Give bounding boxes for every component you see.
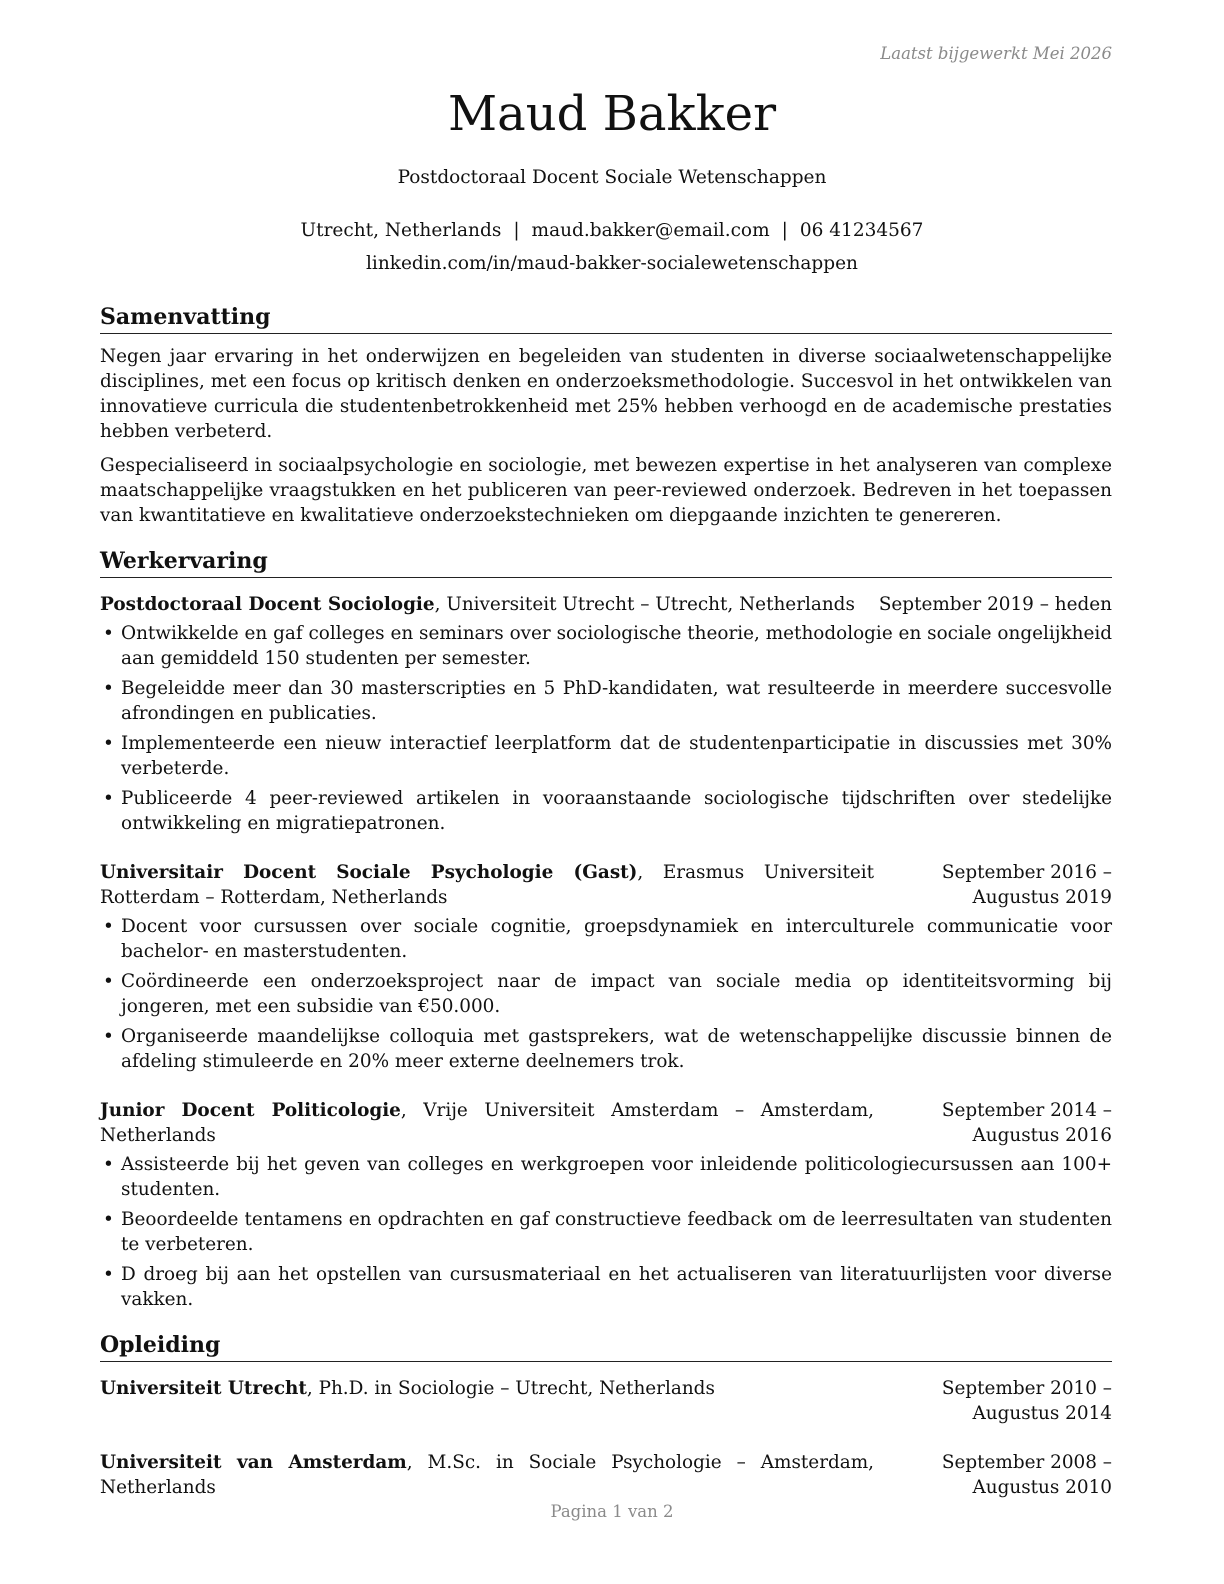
separator: | xyxy=(781,220,788,241)
candidate-name: Maud Bakker xyxy=(447,86,777,142)
job-org: , Vrije Universiteit Amsterdam – Amsterdam, Netherlands xyxy=(100,1100,874,1146)
list-item: • Publiceerde 4 peer-reviewed artikelen in vooraanstaande sociologische tijdschriften over stedelijke ontwikkeling en migratiepatronen. xyxy=(100,786,1112,836)
education-section xyxy=(100,1330,1112,1500)
list-item: • Ontwikkelde en gaf colleges en seminars over sociologische theorie, methodologie en sociale ongelijkheid aan gemiddeld 150 studenten per semester. xyxy=(100,621,1112,671)
list-item: • Organiseerde maandelijkse colloquia met gastsprekers, wat de wetenschappelijke discussie binnen de afdeling stimuleerde en 20% meer externe deelnemers trok. xyxy=(100,1024,1112,1074)
page-number: Pagina 1 van 2 xyxy=(550,1502,674,1521)
job-title: Postdoctoraal Docent Sociale Wetenschappen xyxy=(397,167,827,188)
list-item: • Assisteerde bij het geven van colleges en werkgroepen voor inleidende politicologiecursussen aan 100+ studenten. xyxy=(100,1152,1112,1202)
school-name: Universiteit van Amsterdam xyxy=(100,1452,407,1473)
education-dates: September 2008 – Augustus 2010 xyxy=(941,1452,1112,1498)
list-item: • Coördineerde een onderzoeksproject naar de impact van sociale media op identiteitsvorming bij jongeren, met een subsidie van €50.000. xyxy=(100,969,1112,1019)
job-bullets xyxy=(100,1152,1112,1312)
job-bullets xyxy=(100,914,1112,1074)
email-link[interactable]: maud.bakker@email.com xyxy=(531,220,770,241)
job-dates: September 2016 – Augustus 2019 xyxy=(941,862,1112,908)
summary-paragraph: Gespecialiseerd in sociaalpsychologie en sociologie, met bewezen expertise in het analyseren van complexe maatschappelijke vraagstukken en het publiceren van peer-reviewed onderzoek. Bedreven in het toepassen van kwantitatieve en kwalitatieve onderzoekstechnieken om diepgaande inzichten te genereren. xyxy=(100,455,1112,526)
job-role: Universitair Docent Sociale Psychologie (Gast) xyxy=(100,862,638,883)
job-org: , Erasmus Universiteit Rotterdam – Rotterdam, Netherlands xyxy=(100,862,874,908)
separator: | xyxy=(513,220,520,241)
education-dates: September 2010 – Augustus 2014 xyxy=(941,1378,1112,1424)
degree: , Ph.D. in Sociologie – Utrecht, Netherlands xyxy=(306,1378,715,1399)
contact-line xyxy=(0,220,1224,241)
job-bullets xyxy=(100,621,1112,836)
job-role: Junior Docent Politicologie xyxy=(100,1100,401,1121)
job-org: , Universiteit Utrecht – Utrecht, Netherlands xyxy=(434,594,855,615)
job-role: Postdoctoraal Docent Sociologie xyxy=(100,594,435,615)
phone: 06 41234567 xyxy=(799,220,924,241)
section-heading: Opleiding xyxy=(100,1330,1112,1362)
education-entry xyxy=(100,1450,1112,1500)
education-entry xyxy=(100,1376,1112,1426)
degree: , M.Sc. in Sociale Psychologie – Amsterdam, Netherlands xyxy=(100,1452,875,1498)
list-item: • Implementeerde een nieuw interactief leerplatform dat de studentenparticipatie in discussies met 30% verbeterde. xyxy=(100,731,1112,781)
experience-section xyxy=(100,546,1112,1312)
list-item: • Begeleidde meer dan 30 masterscripties en 5 PhD-kandidaten, wat resulteerde in meerdere succesvolle afrondingen en publicaties. xyxy=(100,676,1112,726)
job-dates: September 2019 – heden xyxy=(878,594,1112,615)
list-item: • Beoordeelde tentamens en opdrachten en gaf constructieve feedback om de leerresultaten van studenten te verbeteren. xyxy=(100,1207,1112,1257)
job-dates: September 2014 – Augustus 2016 xyxy=(941,1100,1112,1146)
school-name: Universiteit Utrecht xyxy=(100,1378,307,1399)
list-item: • D droeg bij aan het opstellen van cursusmateriaal en het actualiseren van literatuurlijsten voor diverse vakken. xyxy=(100,1262,1112,1312)
linkedin-link[interactable]: linkedin.com/in/maud-bakker-socialewetenschappen xyxy=(366,253,858,274)
job-entry xyxy=(100,860,1112,1074)
location: Utrecht, Netherlands xyxy=(300,220,502,241)
job-entry xyxy=(100,1098,1112,1312)
section-heading: Werkervaring xyxy=(100,546,1112,578)
list-item: • Docent voor cursussen over sociale cognitie, groepsdynamiek en interculturele communicatie voor bachelor- en masterstudenten. xyxy=(100,914,1112,964)
last-updated: Laatst bijgewerkt Mei 2026 xyxy=(880,44,1112,63)
resume-body xyxy=(100,302,1112,1500)
job-entry xyxy=(100,592,1112,836)
summary-section xyxy=(100,302,1112,528)
section-heading: Samenvatting xyxy=(100,302,1112,334)
summary-paragraph: Negen jaar ervaring in het onderwijzen en begeleiden van studenten in diverse sociaalwetenschappelijke disciplines, met een focus op kritisch denken en onderzoeksmethodologie. Succesvol in het ontwikkelen van innovatieve curricula die studentenbetrokkenheid met 25% hebben verhoogd en de academische prestaties hebben verbeterd. xyxy=(100,346,1112,442)
